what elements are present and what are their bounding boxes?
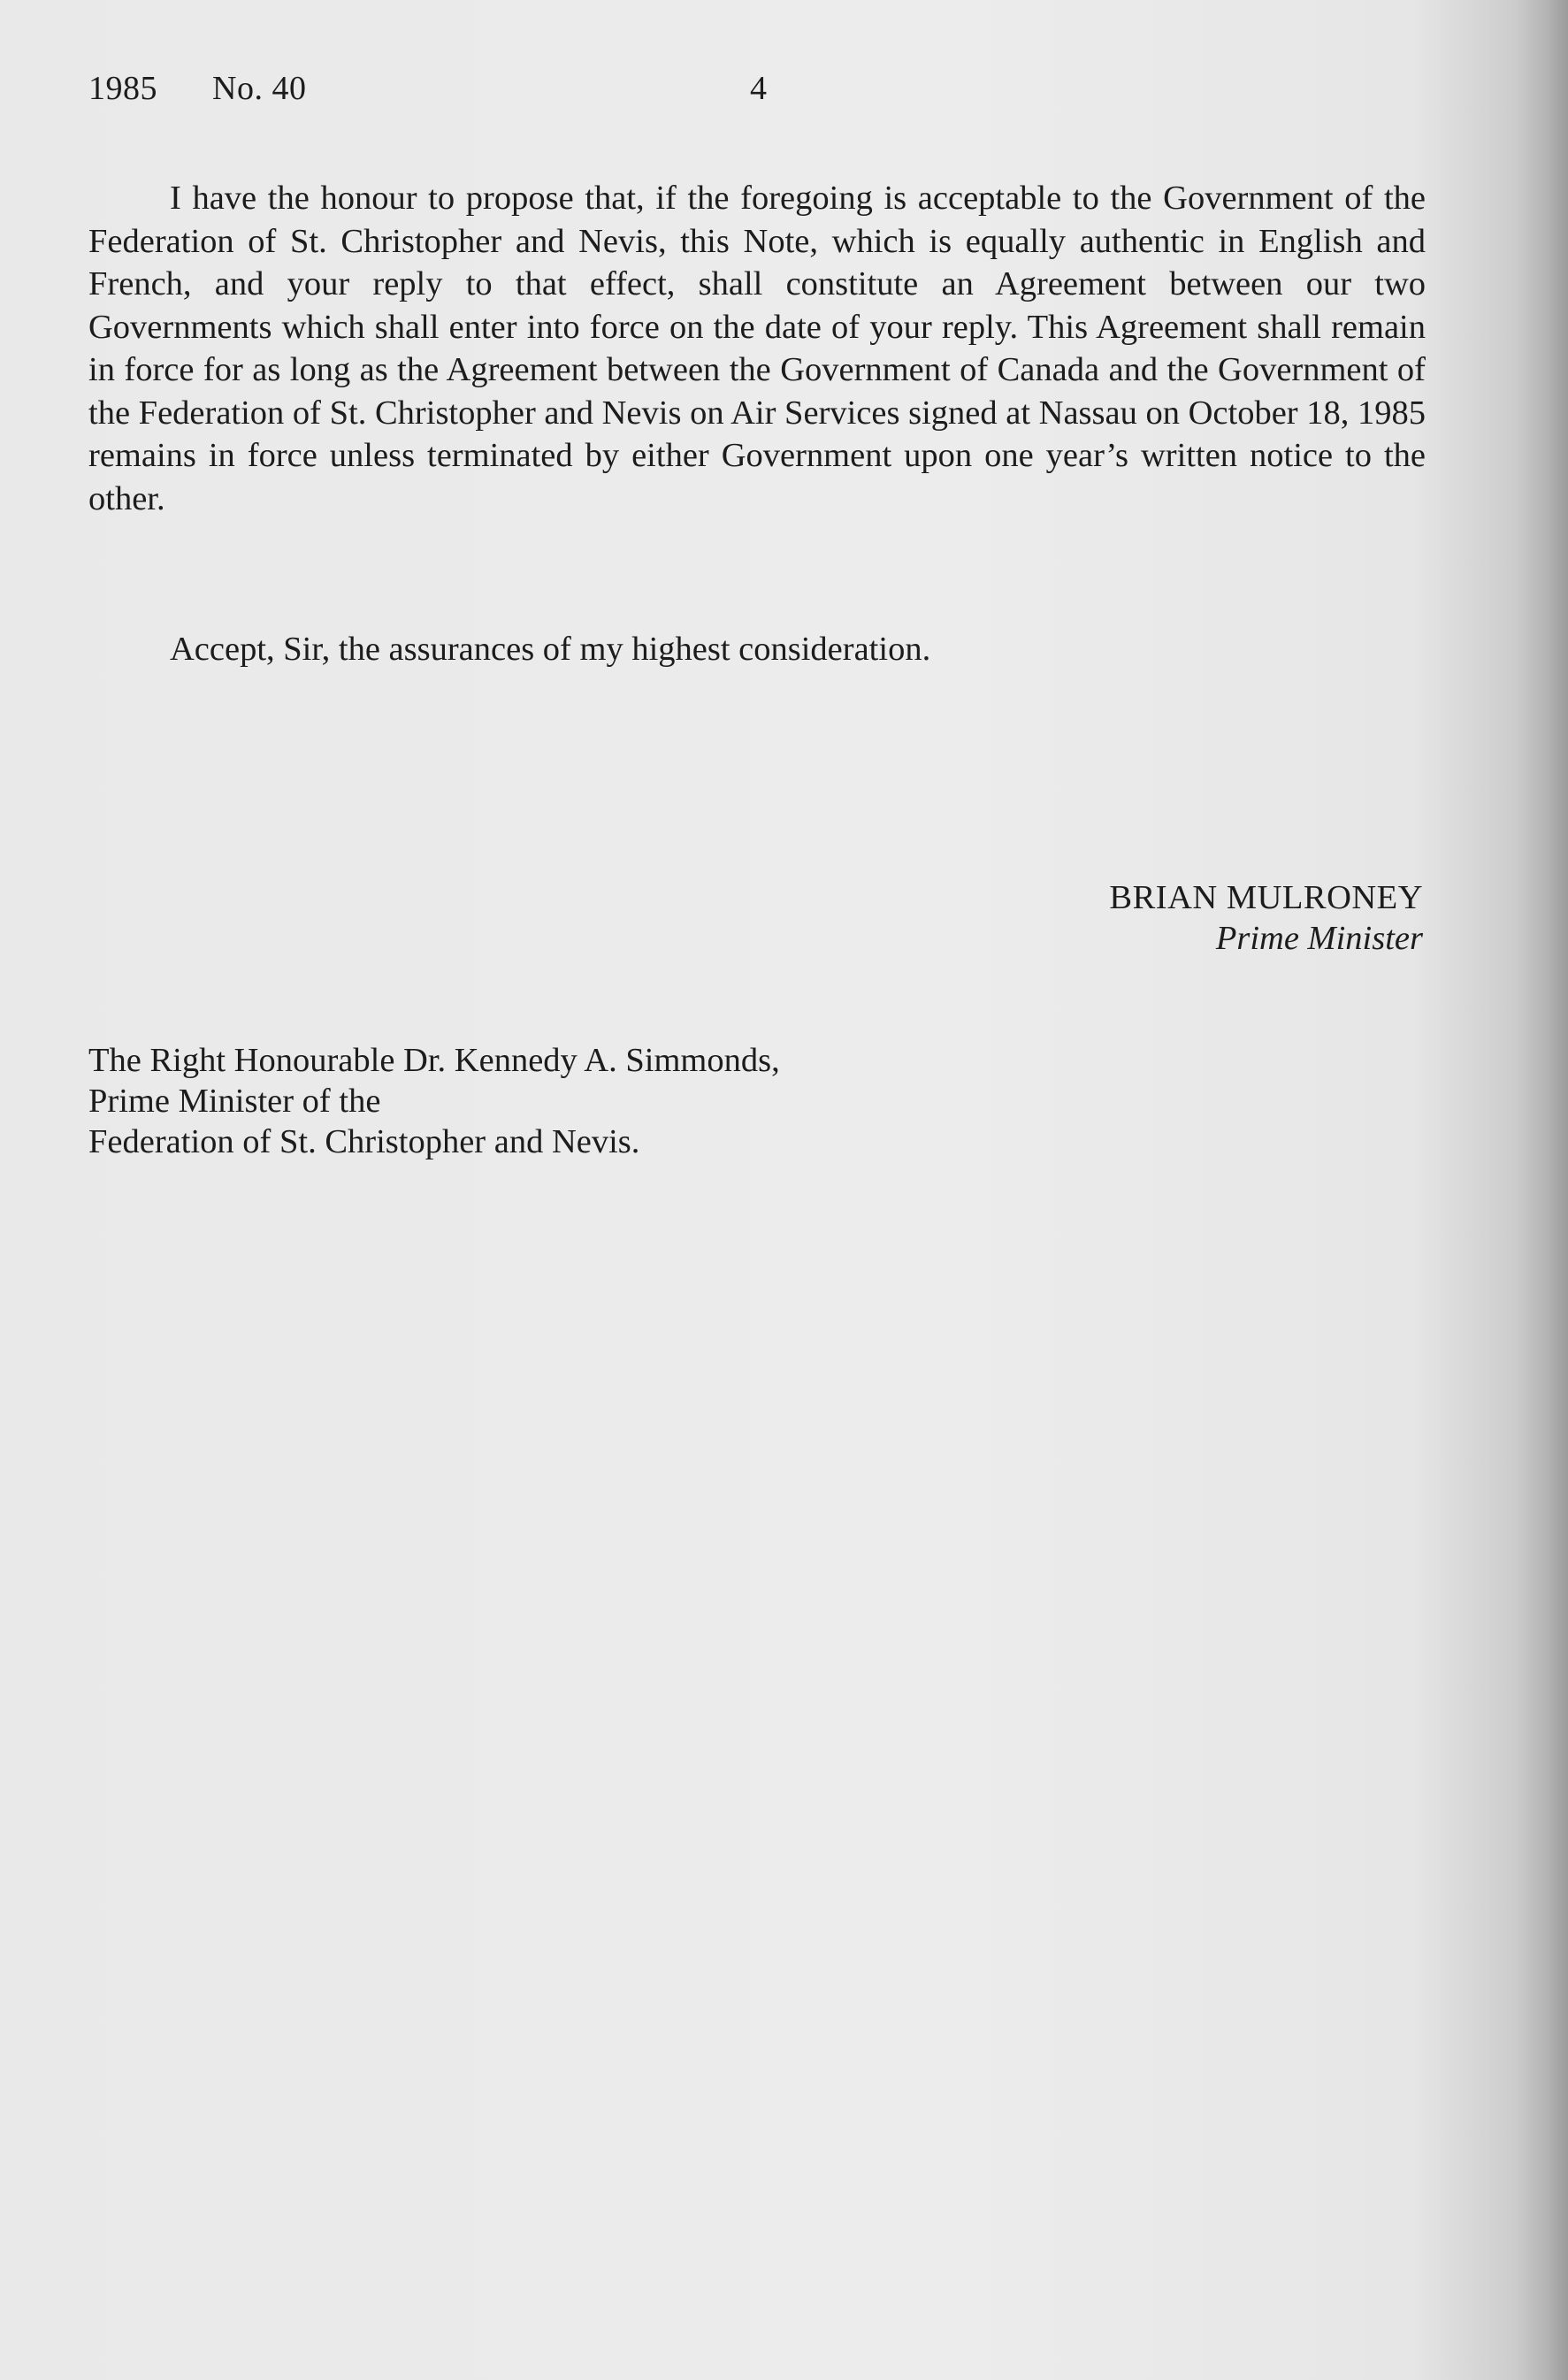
addressee-block	[88, 1040, 780, 1162]
closing-line: Accept, Sir, the assurances of my highest consideration.	[170, 631, 931, 668]
signatory-name: BRIAN MULRONEY	[1109, 879, 1423, 916]
page-edge-shadow	[1515, 0, 1568, 2380]
header-number: No. 40	[212, 70, 307, 107]
body-paragraph: I have the honour to propose that, if the foregoing is acceptable to the Government of the Federation of St. Christopher and Nevis, this Note, which is equally authentic in English and French, and your reply to that effect, shall constitute an Agreement between our two Governments which shall enter into force on the date of your reply. This Agreement shall remain in force for as long as the Agreement between the Government of Canada and the Government of the Federation of St. Christopher and Nevis on Air Services signed at Nassau on October 18, 1985 remains in force unless terminated by either Government upon one year’s written notice to the other.	[88, 180, 1426, 517]
addressee-line-2: Prime Minister of the	[88, 1083, 381, 1120]
page-number: 4	[750, 70, 768, 107]
addressee-line-1: The Right Honourable Dr. Kennedy A. Simmonds,	[88, 1042, 780, 1079]
addressee-line-3: Federation of St. Christopher and Nevis.	[88, 1123, 640, 1160]
signatory-title: Prime Minister	[1215, 920, 1423, 957]
header-year: 1985	[88, 70, 157, 107]
signature-block	[1109, 877, 1423, 959]
